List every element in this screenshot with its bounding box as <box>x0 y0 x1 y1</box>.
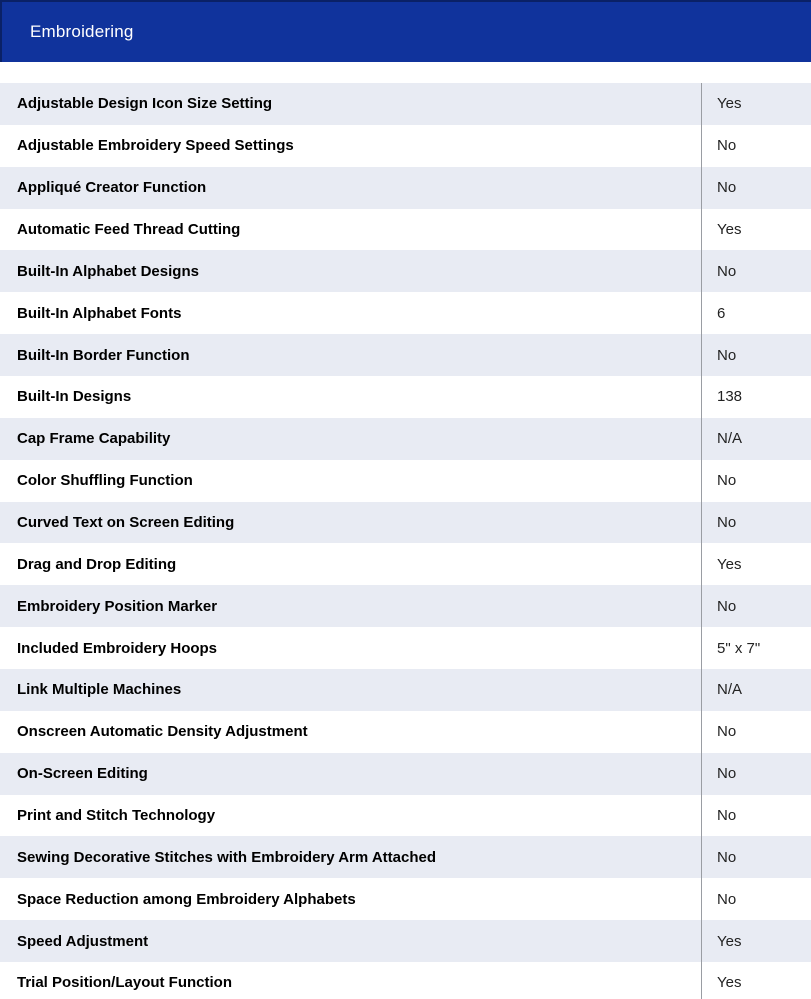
feature-name: Built-In Designs <box>17 388 132 406</box>
feature-value: No <box>701 753 811 795</box>
table-row <box>0 209 811 251</box>
feature-name: Trial Position/Layout Function <box>17 974 233 992</box>
feature-value: No <box>701 836 811 878</box>
feature-name: Link Multiple Machines <box>17 681 182 699</box>
table-row <box>0 460 811 502</box>
feature-name: Speed Adjustment <box>17 932 149 950</box>
feature-name: Built-In Alphabet Designs <box>17 262 199 280</box>
feature-value: No <box>701 460 811 502</box>
feature-value: No <box>701 795 811 837</box>
table-row <box>0 334 811 376</box>
feature-value: No <box>701 502 811 544</box>
feature-name: Adjustable Embroidery Speed Settings <box>17 137 294 155</box>
feature-value: N/A <box>701 418 811 460</box>
table-row <box>0 543 811 585</box>
feature-name: Print and Stitch Technology <box>17 807 216 825</box>
table-row <box>0 711 811 753</box>
table-row <box>0 292 811 334</box>
table-row <box>0 502 811 544</box>
feature-value: No <box>701 334 811 376</box>
feature-name: Embroidery Position Marker <box>17 597 218 615</box>
feature-name: Appliqué Creator Function <box>17 179 207 197</box>
table-row <box>0 418 811 460</box>
feature-value: No <box>701 250 811 292</box>
feature-name: Drag and Drop Editing <box>17 555 177 573</box>
feature-name: On-Screen Editing <box>17 765 148 783</box>
feature-value: Yes <box>701 83 811 125</box>
table-row <box>0 125 811 167</box>
table-row <box>0 669 811 711</box>
feature-name: Space Reduction among Embroidery Alphabets <box>17 890 356 908</box>
feature-value: No <box>701 878 811 920</box>
feature-name: Built-In Border Function <box>17 346 190 364</box>
table-row <box>0 167 811 209</box>
feature-value: Yes <box>701 920 811 962</box>
feature-value: Yes <box>701 209 811 251</box>
feature-name: Adjustable Design Icon Size Setting <box>17 95 273 113</box>
feature-name: Sewing Decorative Stitches with Embroidery Arm Attached <box>17 848 436 866</box>
feature-name: Cap Frame Capability <box>17 430 171 448</box>
feature-name: Color Shuffling Function <box>17 472 193 490</box>
section-title: Embroidering <box>30 22 134 41</box>
feature-value: Yes <box>701 543 811 585</box>
feature-value: N/A <box>701 669 811 711</box>
feature-value: No <box>701 585 811 627</box>
section-header-embroidering <box>0 0 811 62</box>
feature-name: Automatic Feed Thread Cutting <box>17 221 241 238</box>
table-row <box>0 836 811 878</box>
feature-value: No <box>701 167 811 209</box>
feature-name: Included Embroidery Hoops <box>17 639 218 657</box>
feature-name: Built-In Alphabet Fonts <box>17 304 182 322</box>
feature-name: Onscreen Automatic Density Adjustment <box>17 723 308 741</box>
table-row <box>0 627 811 669</box>
table-row <box>0 250 811 292</box>
feature-value: No <box>701 711 811 753</box>
table-row <box>0 962 811 999</box>
table-row <box>0 878 811 920</box>
feature-value: 138 <box>701 376 811 418</box>
table-row <box>0 795 811 837</box>
table-row <box>0 753 811 795</box>
feature-value: 6 <box>701 292 811 334</box>
table-row <box>0 376 811 418</box>
feature-value: No <box>701 125 811 167</box>
table-row <box>0 83 811 125</box>
table-row <box>0 585 811 627</box>
table-row <box>0 920 811 962</box>
feature-value: Yes <box>701 962 811 999</box>
feature-value: 5" x 7" <box>701 627 811 669</box>
feature-name: Curved Text on Screen Editing <box>17 514 235 532</box>
feature-table <box>0 83 811 999</box>
